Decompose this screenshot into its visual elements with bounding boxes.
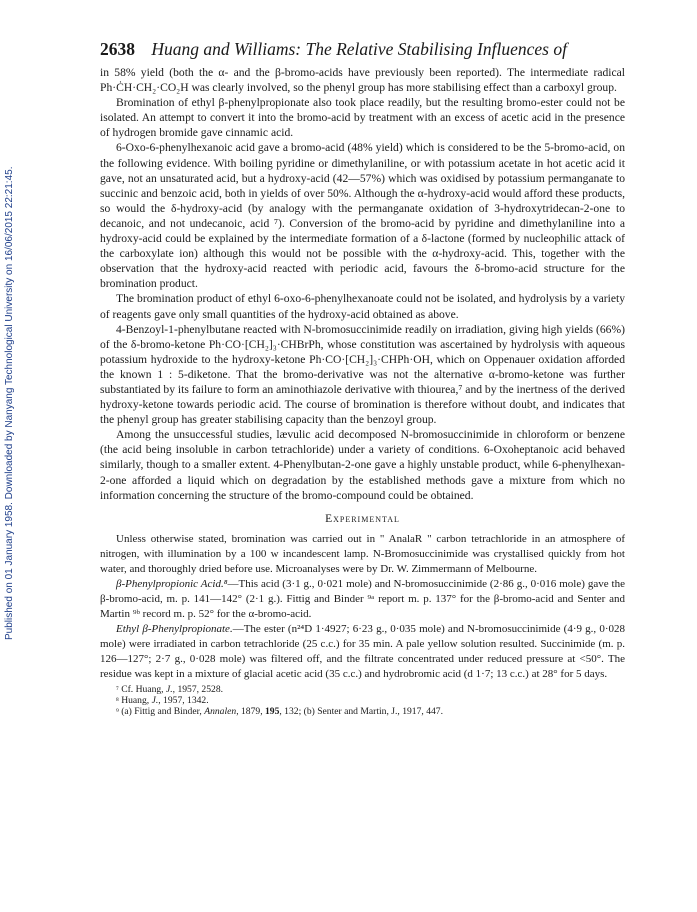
volume-number: 195: [264, 706, 280, 718]
footnote-text: , 1879,: [236, 706, 265, 718]
paragraph: in 58% yield (both the α- and the β-bromo-acids have previously been reported). The intermediate radical Ph·ĊH·CH₂·CO₂H was clearly involved, so the phenyl group has more stabilising effect than a carboxyl group.: [100, 66, 625, 95]
experimental-paragraph: [100, 577, 625, 622]
footnote-text: (a) Fittig and Binder,: [121, 706, 205, 718]
footnote: [100, 695, 625, 706]
body-text: [100, 65, 625, 503]
footnote: [100, 706, 625, 717]
section-heading-experimental: Experimental: [325, 512, 400, 525]
footnote-text: Cf. Huang,: [121, 683, 166, 695]
journal-abbrev: J.: [165, 683, 173, 695]
footnote-marker: ⁷: [116, 684, 119, 694]
experimental-intro: Unless otherwise stated, bromination was carried out in " AnalaR " carbon tetrachloride in an atmosphere of nitrogen, with illumination by a 100 w incandescent lamp. N-Bromosuccinimide was crystallised quickly from hot water, and thoroughly dried before use. Microanalyses were by Dr. W. Zimmermann of Melbourne.: [100, 532, 625, 575]
footnote-text: Huang,: [121, 694, 152, 706]
footnote-text: , 132; (b) Senter and Martin, J., 1917, 447.: [279, 706, 443, 718]
compound-title: Ethyl β-Phenylpropionate.: [116, 622, 233, 635]
running-title: Huang and Williams: The Relative Stabilising Influences of: [151, 39, 567, 59]
download-notice-text: Published on 01 January 1958. Downloaded by Nanyang Technological University on 16/06/2015 22:21:45.: [4, 166, 15, 640]
footnote-text: , 1957, 1342.: [158, 694, 209, 706]
download-notice-sidebar: [2, 120, 18, 640]
page-number: 2638: [100, 39, 135, 59]
footnote-text: , 1957, 2528.: [172, 683, 224, 695]
footnote: [100, 684, 625, 695]
paragraph: 4-Benzoyl-1-phenylbutane reacted with N-bromosuccinimide readily on irradiation, giving high yields (66%) of the δ-bromo-ketone Ph·CO·[CH₂]₃·CHBrPh, whose constitution was ascertained by hydrolysis with aqueous potassium hydroxide to the hydroxy-ketone Ph·CO·[CH₂]₃·CHPh·OH, which on Oppenauer oxidation afforded the known 1 : 5-diketone. That the bromo-derivative was not the alternative α-bromo-ketone was further substantiated by its failure to form an aminothiazole derivative with thiourea,⁷ and by the inertness of the derived hydroxy-ketone towards periodic acid. The course of bromination is therefore without doubt, and indicates that the phenyl group has greater stabilising capacity than the benzoyl group.: [100, 322, 625, 427]
experimental-text: —The ester (n²⁴D 1·4927; 6·23 g., 0·035 mole) and N-bromosuccinimide (4·9 g., 0·028 mole) were irradiated in carbon tetrachloride (25 c.c.) for 35 min. A pale yellow solution resulted. Succinimide (m. p. 126—127°; 2·7 g., 0·028 mole) was filtered off, and the filtrate concentrated under reduced pressure at <50°. The residue was kept in a mixture of glacial acetic acid (35 c.c.) and hydrobromic acid (d 1·7; 13 c.c.) at 28° for 5 days.: [100, 622, 625, 680]
experimental-paragraph: [100, 622, 625, 682]
footnote-marker: ⁹: [116, 707, 119, 717]
paragraph: Bromination of ethyl β-phenylpropionate also took place readily, but the resulting bromo-ester could not be isolated. An attempt to convert it into the bromo-acid by treatment with an excess of acetic acid in the presence of hydrogen bromide gave cinnamic acid.: [100, 96, 625, 140]
paragraph: Among the unsuccessful studies, lævulic acid decomposed N-bromosuccinimide in chloroform or benzene (the acid being insoluble in carbon tetrachloride) under a variety of conditions. 6-Oxoheptanoic acid behaved similarly, though to a smaller extent. 4-Phenylbutan-2-one gave a highly unstable product, while 6-phenylhexan-2-one afforded a liquid which on degradation by the established methods gave a mixture from which no information concerning the structure of the bromo-compound could be obtained.: [100, 428, 625, 502]
running-header: [100, 38, 625, 60]
compound-title: β-Phenylpropionic Acid.⁸: [116, 577, 228, 590]
journal-abbrev: J.: [151, 694, 159, 706]
footnote-marker: ⁸: [116, 695, 119, 705]
experimental-text: —This acid (3·1 g., 0·021 mole) and N-bromosuccinimide (2·86 g., 0·016 mole) gave the β-bromo-acid, m. p. 141—142° (2·1 g.). Fittig and Binder ⁹ᵃ report m. p. 137° for the β-bromo-acid and Senter and Martin ⁹ᵇ record m. p. 52° for the α-bromo-acid.: [100, 577, 625, 620]
page: [100, 38, 625, 717]
journal-name: Annalen: [204, 706, 237, 718]
paragraph: 6-Oxo-6-phenylhexanoic acid gave a bromo-acid (48% yield) which is considered to be the 5-bromo-acid, on the following evidence. With boiling pyridine or dimethylaniline, or with potassium acetate in hot acetic acid it gave, not an unsaturated acid, but a hydroxy-acid (42—57%) which was oxidised by potassium permanganate to succinic and benzoic acid, both in yields of over 50%. Although the α-hydroxy-acid would afford these products, so would the δ-hydroxy-acid (by analogy with the permanganate oxidation of 3-hydroxytridecan-2-one to decanoic, and not undecanoic, acid ⁷). Conversion of the bromo-acid by pyridine and dimethylaniline into a hydroxy-acid could be explained by the intermediate formation of a δ-lactone (formed by nucleophilic attack of the carboxylate ion) although this would not be possible with the α-hydroxy-acid. This, together with the observation that the hydroxy-acid reacted with periodic acid, favours the δ-bromo-acid structure for the bromination product.: [100, 141, 625, 291]
paragraph: The bromination product of ethyl 6-oxo-6-phenylhexanoate could not be isolated, and hydrolysis by a variety of reagents gave only small quantities of the hydroxy-acid obtained as above.: [100, 292, 625, 321]
footnotes: [100, 684, 625, 718]
